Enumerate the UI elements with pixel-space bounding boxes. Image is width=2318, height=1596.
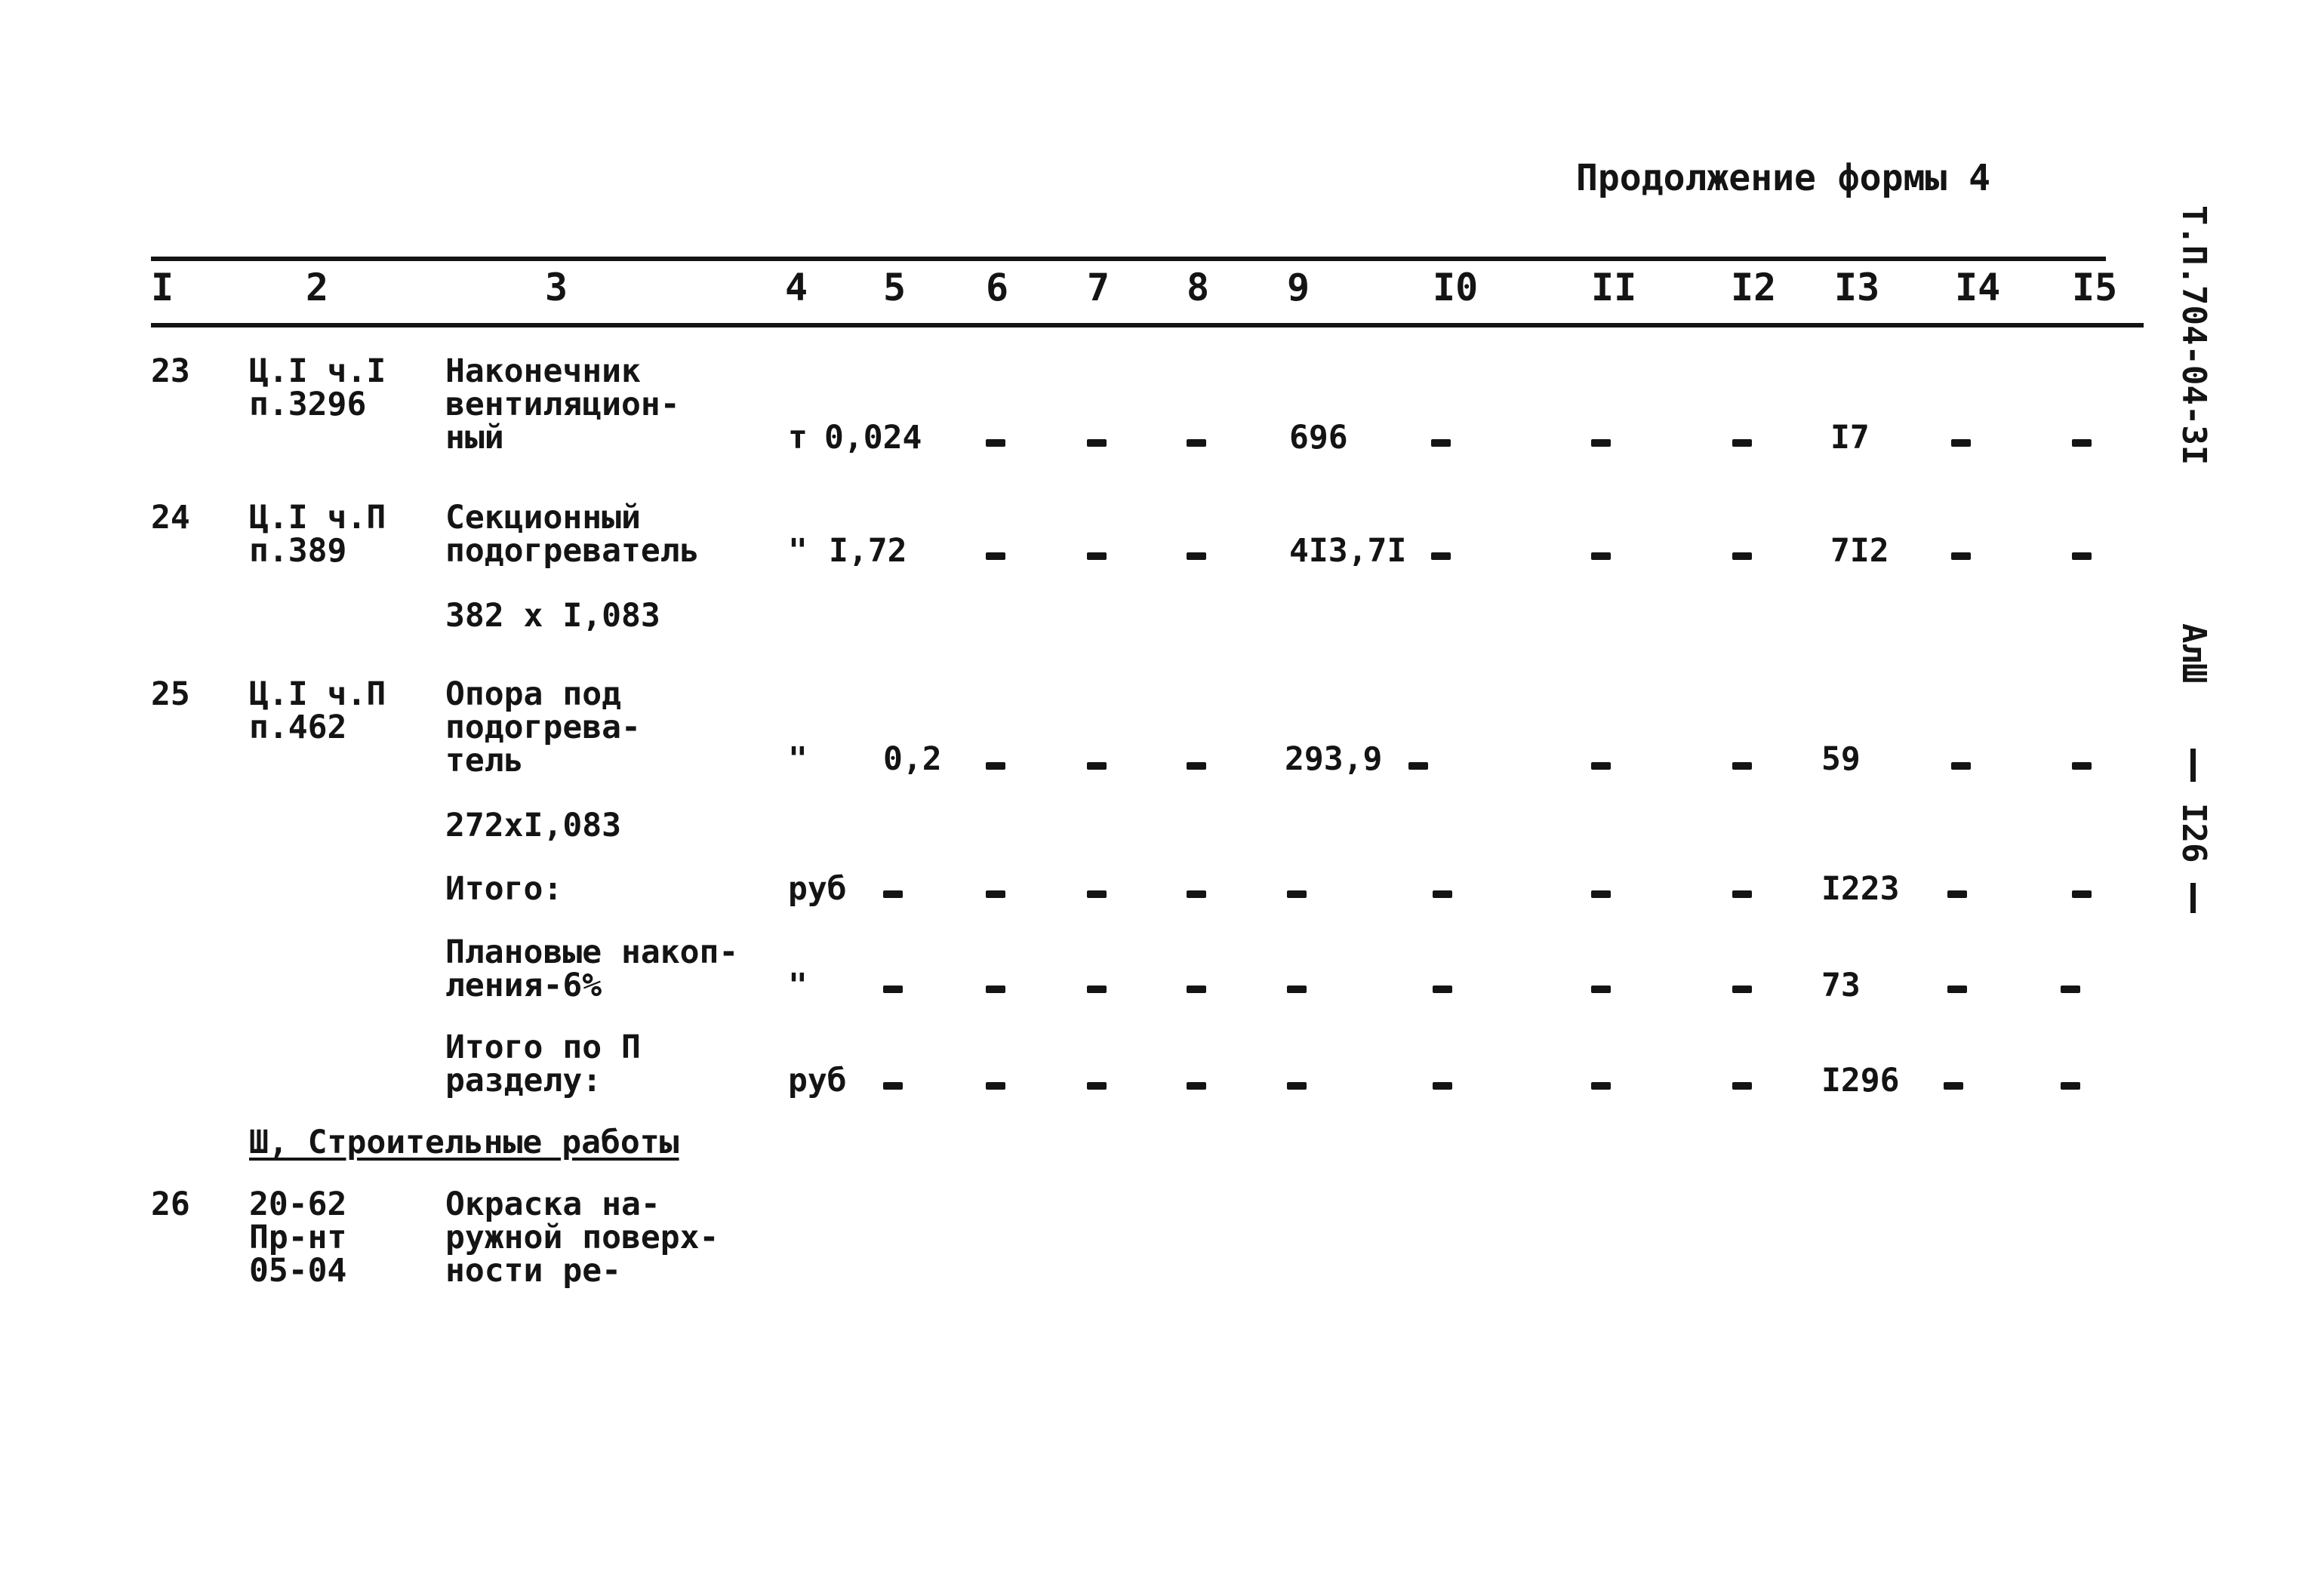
unit: " [788,967,808,1004]
empty-cell-dash [1732,762,1752,770]
empty-cell-dash [1187,1082,1206,1090]
empty-cell-dash [1087,552,1107,560]
empty-cell-dash [1591,1082,1611,1090]
empty-cell-dash [1431,552,1451,560]
unit: руб [788,870,847,908]
empty-cell-dash [1187,762,1206,770]
empty-cell-dash [1947,986,1967,993]
item-name: Секционный подогреватель [445,499,700,570]
empty-cell-dash [1732,890,1752,898]
empty-cell-dash [1951,439,1971,447]
total-cost: I296 [1821,1062,1900,1099]
empty-cell-dash [2072,762,2092,770]
total-cost: 73 [1821,967,1861,1004]
empty-cell-dash [2061,986,2080,993]
empty-cell-dash [2072,890,2092,898]
album-label: АлШ [2175,623,2213,684]
column-header: I3 [1834,266,1880,309]
empty-cell-dash [1591,552,1611,560]
empty-cell-dash [1732,1082,1752,1090]
empty-cell-dash [1287,986,1307,993]
column-header: I [151,266,174,309]
empty-cell-dash [1187,890,1206,898]
empty-cell-dash [1591,986,1611,993]
page-title: Продолжение формы 4 [1576,157,1991,199]
empty-cell-dash [883,890,903,898]
quantity: I,72 [829,532,907,570]
empty-cell-dash [1951,762,1971,770]
unit-cost: 293,9 [1285,740,1383,778]
quantity-formula: 272хI,083 [445,807,621,844]
page-number: I26 [2175,803,2213,863]
empty-cell-dash [986,986,1005,993]
empty-cell-dash [986,1082,1005,1090]
item-name: Опора под подогрева- тель [445,675,641,780]
empty-cell-dash [1591,762,1611,770]
section-heading: Ш, Строительные работы [249,1124,679,1161]
column-header: I5 [2072,266,2118,309]
empty-cell-dash [986,439,1005,447]
item-name: Наконечник вентиляцион- ный [445,352,680,457]
column-header: 4 [785,266,808,309]
empty-cell-dash [1187,552,1206,560]
unit: т [788,419,808,457]
quantity: 0,024 [824,419,922,457]
empty-cell-dash [1947,890,1967,898]
row-number: 26 [151,1185,190,1223]
unit-cost: 696 [1289,419,1348,457]
row-number: 25 [151,675,190,713]
unit-cost: 4I3,7I [1289,532,1407,570]
empty-cell-dash [1287,890,1307,898]
item-name: Окраска на- ружной поверх- ности ре- [445,1185,719,1290]
empty-cell-dash [1087,986,1107,993]
column-header: 9 [1287,266,1310,309]
empty-cell-dash [1187,439,1206,447]
column-header: I0 [1433,266,1479,309]
total-cost: I7 [1830,419,1870,457]
price-code: Ц.I ч.I п.3296 [249,352,386,423]
column-header: 6 [986,266,1009,309]
empty-cell-dash [1433,890,1452,898]
total-cost: I223 [1821,870,1900,908]
empty-cell-dash [883,1082,903,1090]
empty-cell-dash [1087,1082,1107,1090]
column-header: I2 [1731,266,1777,309]
empty-cell-dash [1087,890,1107,898]
section-total-label: Итого по П разделу: [445,1029,641,1099]
unit: " [788,532,808,570]
empty-cell-dash [2061,1082,2080,1090]
price-code: 20-62 Пр-нт 05-04 [249,1185,347,1290]
column-header: 7 [1087,266,1110,309]
empty-cell-dash [2072,439,2092,447]
empty-cell-dash [1951,552,1971,560]
empty-cell-dash [986,552,1005,560]
empty-cell-dash [1187,986,1206,993]
header-bottom-rule [151,323,2144,328]
column-header: II [1591,266,1637,309]
empty-cell-dash [1433,1082,1452,1090]
empty-cell-dash [1591,439,1611,447]
header-top-rule [151,257,2106,261]
row-number: 23 [151,352,190,390]
empty-cell-dash [883,986,903,993]
unit: " [788,740,808,778]
price-code: Ц.I ч.П п.389 [249,499,386,570]
empty-cell-dash [1287,1082,1307,1090]
subtotal-label: Итого: [445,870,563,908]
column-header: 8 [1187,266,1210,309]
empty-cell-dash [986,890,1005,898]
total-cost: 7I2 [1830,532,1889,570]
empty-cell-dash [1591,890,1611,898]
planned-savings-label: Плановые накоп- ления-6% [445,933,739,1004]
empty-cell-dash [1087,439,1107,447]
empty-cell-dash [2072,552,2092,560]
empty-cell-dash [1732,439,1752,447]
separator-line [2190,749,2196,782]
empty-cell-dash [1732,986,1752,993]
column-header: 5 [883,266,907,309]
separator-line [2190,883,2196,913]
column-header: I4 [1955,266,2001,309]
row-number: 24 [151,499,190,537]
document-code: Т.П.704-04-3I [2175,205,2213,466]
unit: руб [788,1062,847,1099]
empty-cell-dash [1433,986,1452,993]
empty-cell-dash [1431,439,1451,447]
empty-cell-dash [1087,762,1107,770]
quantity: 0,2 [883,740,942,778]
empty-cell-dash [1732,552,1752,560]
column-header: 3 [545,266,568,309]
empty-cell-dash [1944,1082,1963,1090]
total-cost: 59 [1821,740,1861,778]
quantity-formula: 382 х I,083 [445,597,660,635]
empty-cell-dash [1408,762,1428,770]
price-code: Ц.I ч.П п.462 [249,675,386,746]
column-header: 2 [306,266,329,309]
empty-cell-dash [986,762,1005,770]
